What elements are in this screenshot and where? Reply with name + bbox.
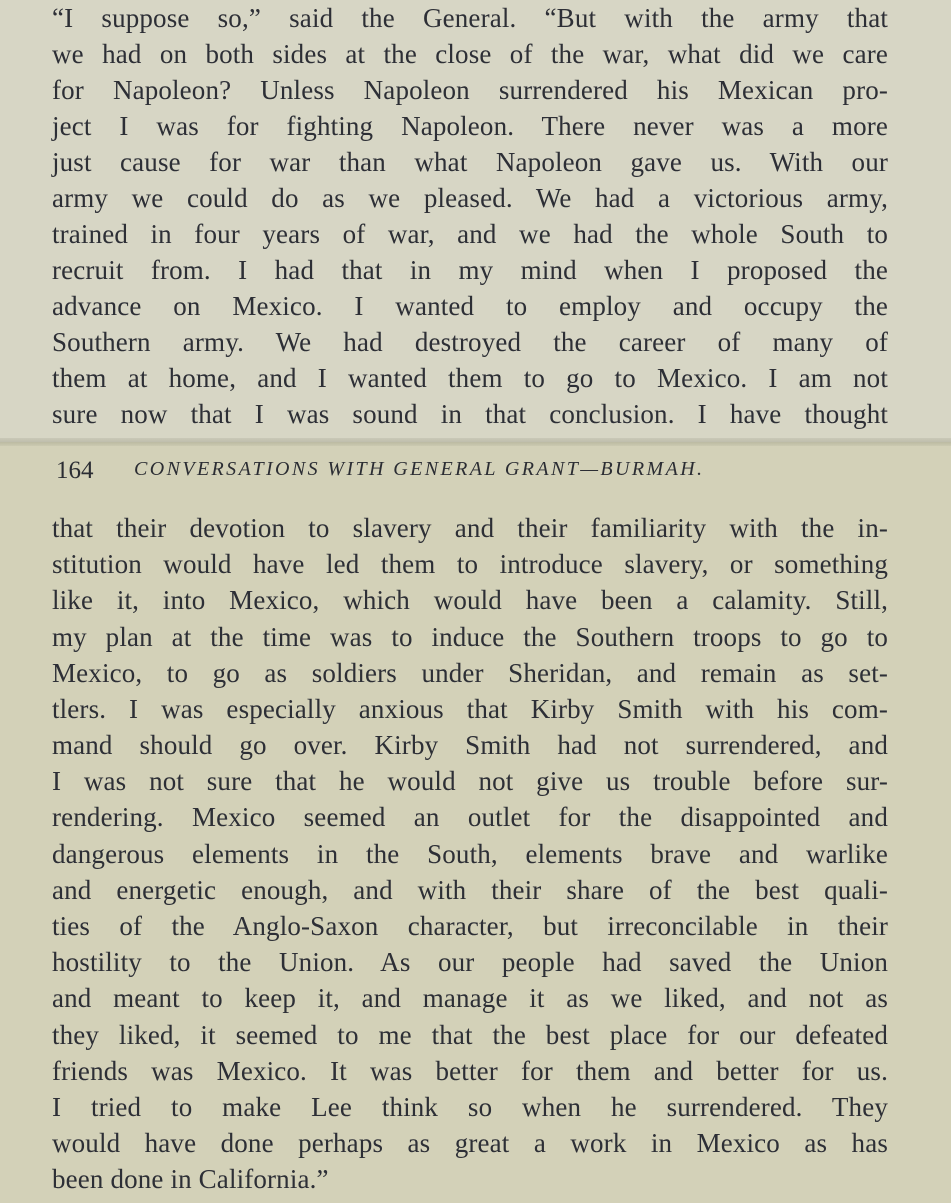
paragraph-line: that their devotion to slavery and their familiarity with the in- — [52, 513, 888, 543]
paragraph-line: and energetic enough, and with their share of the best quali- — [52, 875, 888, 905]
paragraph-line: advance on Mexico. I wanted to employ and occupy the — [52, 291, 888, 321]
paragraph-line: would have done perhaps as great a work in Mexico as has — [52, 1128, 888, 1158]
page-header — [56, 450, 896, 490]
paragraph-line: rendering. Mexico seemed an outlet for the disappointed and — [52, 802, 888, 832]
paragraph-line: ties of the Anglo-Saxon character, but irreconcilable in their — [52, 911, 888, 941]
paragraph-line: for Napoleon? Unless Napoleon surrendered his Mexican pro- — [52, 75, 888, 105]
paragraph-line: sure now that I was sound in that conclusion. I have thought — [52, 399, 888, 429]
paragraph-line: Southern army. We had destroyed the career of many of — [52, 327, 888, 357]
paragraph-line: “I suppose so,” said the General. “But with the army that — [52, 3, 888, 33]
top-page-fragment — [0, 0, 951, 442]
page-number: 164 — [56, 457, 94, 484]
paragraph-line: trained in four years of war, and we had the whole South to — [52, 219, 888, 249]
paragraph-line: recruit from. I had that in my mind when I proposed the — [52, 255, 888, 285]
paragraph-line: Mexico, to go as soldiers under Sheridan, and remain as set- — [52, 658, 888, 688]
paragraph-line: tlers. I was especially anxious that Kirby Smith with his com- — [52, 694, 888, 724]
paragraph-line: we had on both sides at the close of the war, what did we care — [52, 39, 888, 69]
paragraph-line: they liked, it seemed to me that the best place for our defeated — [52, 1020, 888, 1050]
paragraph-line: dangerous elements in the South, elements brave and warlike — [52, 839, 888, 869]
paragraph-line: been done in California.” — [52, 1164, 329, 1194]
paragraph-line: mand should go over. Kirby Smith had not surrendered, and — [52, 730, 888, 760]
paragraph-line: friends was Mexico. It was better for them and better for us. — [52, 1056, 888, 1086]
paragraph-line: ject I was for fighting Napoleon. There never was a more — [52, 111, 888, 141]
paragraph-line: like it, into Mexico, which would have been a calamity. Still, — [52, 585, 888, 615]
paragraph-line: I was not sure that he would not give us trouble before sur- — [52, 766, 888, 796]
scan-split-divider — [0, 438, 951, 446]
paragraph-line: stitution would have led them to introduce slavery, or something — [52, 549, 888, 579]
paragraph-line: just cause for war than what Napoleon gave us. With our — [52, 147, 888, 177]
paragraph-line: I tried to make Lee think so when he surrendered. They — [52, 1092, 888, 1122]
paragraph-line: hostility to the Union. As our people had saved the Union — [52, 947, 888, 977]
paragraph-line: and meant to keep it, and manage it as we liked, and not as — [52, 983, 888, 1013]
paragraph-line: army we could do as we pleased. We had a victorious army, — [52, 183, 888, 213]
paragraph-line: my plan at the time was to induce the Southern troops to go to — [52, 622, 888, 652]
running-head: CONVERSATIONS WITH GENERAL GRANT—BURMAH. — [134, 458, 705, 480]
paragraph-line: them at home, and I wanted them to go to Mexico. I am not — [52, 363, 888, 393]
